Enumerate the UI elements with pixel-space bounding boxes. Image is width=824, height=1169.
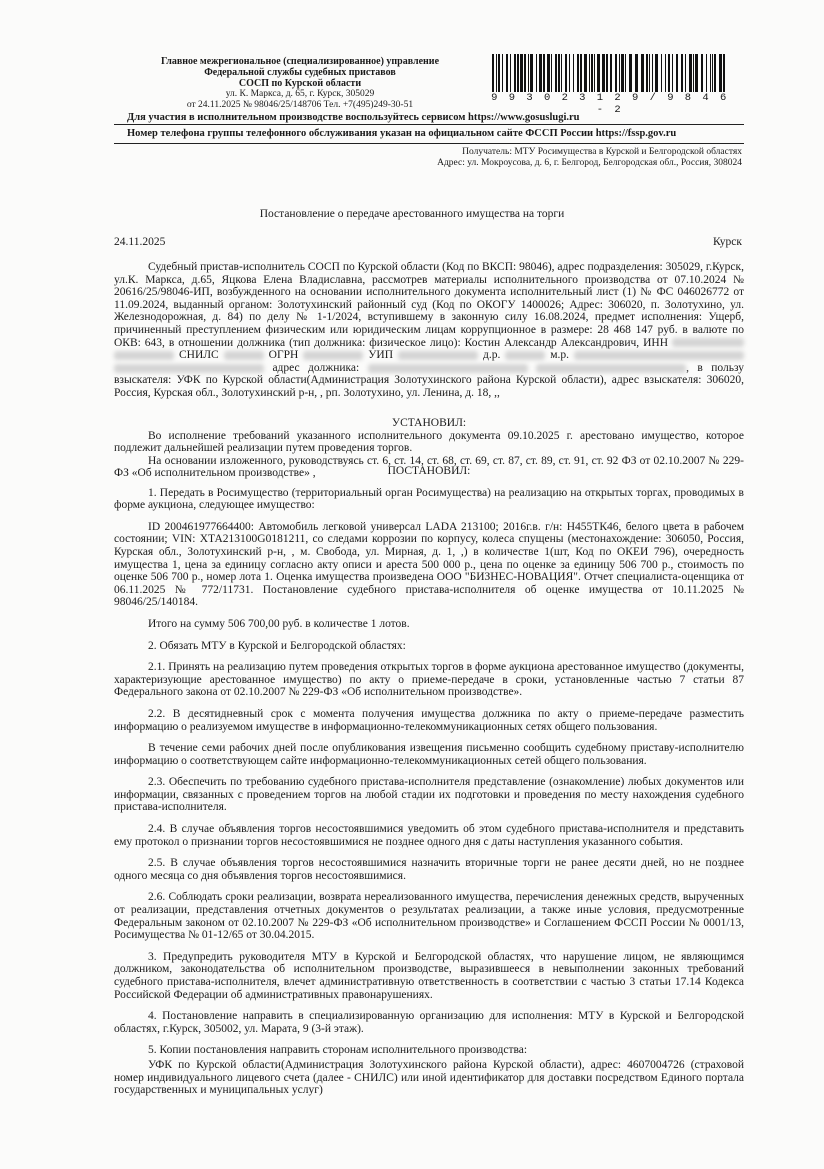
barcode-bar (594, 54, 595, 92)
document-date: 24.11.2025 (114, 236, 166, 248)
header-divider (114, 124, 744, 125)
paragraph: 2.6. Соблюдать сроки реализации, возврата нереализованного имущества, перечисления денежных средств, вырученных от реализации, представления отчетных документов о результатах реализации, а также иные условия, предусмотренные Федеральным законом от 02.10.2007 № 229-ФЗ «Об исполнительном производстве» и Соглашением ФССП России № 0001/13, Росимущества № 01-12/65 от 30.04.2015. (114, 891, 744, 942)
barcode-bar (577, 54, 579, 92)
paragraph: 5. Копии постановления направить сторонам исполнительного производства: (148, 1044, 528, 1057)
barcode-bar (517, 54, 519, 92)
barcode-bar (676, 54, 678, 92)
barcode-bar (712, 54, 713, 92)
section-heading: ПОСТАНОВИЛ: (387, 465, 471, 477)
redacted-text (368, 364, 528, 373)
barcode-bar (672, 54, 673, 92)
intro-section (114, 261, 744, 400)
issuer-org-line3: СОСП по Курской области (238, 78, 362, 89)
paragraph: 1. Передать в Росимущество (территориальный орган Росимущества) на реализацию на открытых торгах, проводимых в форме аукциона, следующее имущество: (114, 486, 744, 512)
gosuslugi-line: Для участия в исполнительном производстве воспользуйтесь сервисом https://www.gosuslugi.ru (127, 112, 580, 123)
paragraph: 3. Предупредить руководителя МТУ в Курской и Белгородской областях, что нарушение лицом, не являющимся должником, законодательства об исполнительном производстве, выразившееся в невыполнении законных требований судебного пристава-исполнителя, влечет административную ответственность в соответствии с частью 3 статьи 17.14 Кодекса Российской Федерации об административных правонарушениях. (114, 950, 744, 1001)
barcode-bar (635, 54, 638, 92)
barcode-bar (502, 54, 503, 92)
redacted-text (536, 364, 686, 373)
property-item: ID 200461977664400: Автомобиль легковой универсал LADA 213100; 2016г.в. г/н: Н455ТК46, белого цвета в рабочем состоянии; VIN: ХТА213100G0181211, со следами коррозии по корпусу, колеса спущены (местонахождение: 306050, Россия, Курская обл., Золотухинский р-н, , м. Свобода, ул. Мирная, д. 1, ,) в количестве 1(шт, Код по ОКЕИ 796), очередность имущества 1, цена за единицу согласно акту описи и ареста 500 000 р., цена по оценке за единицу 506 700 р., стоимость по оценке 506 700 р., номер лота 1. Оценка имущества произведена ООО "БИЗНЕС-НОВАЦИЯ". Отчет специалиста-оценщика от 06.11.2025 № 772/11731. Постановление судебного пристава-исполнителя об оценке имущества от 10.11.2025 № 98046/25/140184. (114, 520, 744, 609)
barcode-bar (589, 54, 590, 92)
redacted-text (303, 351, 363, 360)
barcode-bar (536, 54, 537, 92)
postanovil-section (114, 465, 744, 1097)
document-city: Курск (713, 236, 742, 248)
barcode-bar (646, 54, 648, 92)
barcode-bar (528, 54, 529, 92)
paragraph: В течение семи рабочих дней после опубликования извещения письменно сообщить судебному приставу-исполнителю информацию о соответствующем сайте информационно-телекоммуникационных сетей общего пользования. (114, 742, 744, 767)
barcode-bar (530, 54, 533, 92)
paragraph: 2.3. Обеспечить по требованию судебного пристава-исполнителя представление (ознакомление) любых документов или информации, связанных с проведением торгов на любой стадии их подготовки и проведения по месту нахождения судебного пристава-исполнителя. (114, 776, 744, 814)
barcode-bar (543, 54, 545, 92)
barcode-bar (496, 54, 497, 92)
paragraph: 2.5. В случае объявления торгов несостоявшимися назначить вторичные торги не ранее десяти дней, но не позднее одного месяца со дня объявления торгов несостоявшимися. (114, 857, 744, 882)
barcode-bar (649, 54, 650, 92)
barcode-bar (685, 54, 686, 92)
barcode (490, 54, 730, 92)
barcode-bar (520, 54, 523, 92)
barcode-bar (514, 54, 516, 92)
paragraph: 2.1. Принять на реализацию путем проведения открытых торгов в форме аукциона арестованное имущество (документы, характеризующие арестованное имущество) по акту о приеме-передаче в сроки, установленные частью 7 статьи 87 Федерального закона от 02.10.2007 № 229-ФЗ «Об исполнительном производстве». (114, 661, 744, 699)
barcode-bar (565, 54, 567, 92)
redacted-text (574, 351, 744, 360)
section-heading: УСТАНОВИЛ: (391, 417, 467, 429)
barcode-bar (510, 54, 511, 92)
barcode-bar (681, 54, 683, 92)
barcode-bar (625, 54, 626, 92)
barcode-bar (619, 54, 620, 92)
paragraph: 4. Постановление направить в специализированную организацию для исполнения: МТУ в Курской и Белгородской областях, г.Курск, 305002, ул. Марата, 9 (3-й этаж). (114, 1010, 744, 1035)
barcode-bar (584, 54, 587, 92)
paragraph: На основании изложенного, руководствуясь ст. 6, ст. 14, ст. 68, ст. 69, ст. 87, ст. 89, ст. 91, ст. 92 ФЗ от 02.10.2007 № 229-ФЗ «Об исполнительном производстве» , (114, 454, 744, 480)
barcode-number: 9 9 3 0 2 3 1 2 9 / 9 8 4 6 - 2 (491, 92, 729, 116)
redacted-text (505, 351, 545, 360)
paragraph: 2.2. В десятидневный срок с момента получения имущества должника по акту о приеме-передаче разместить информацию о реализуемом имуществе в информационно-телекоммуникационных сетях общего пользования. (114, 707, 744, 733)
barcode-bar (695, 54, 698, 92)
issuer-address: ул. К. Маркса, д. 65, г. Курск, 305029 (225, 89, 375, 99)
issuer-org-line1: Главное межрегиональное (специализированное) управление (160, 56, 440, 67)
barcode-bar (569, 54, 570, 92)
barcode-bar (693, 54, 694, 92)
barcode-bar (506, 54, 508, 92)
barcode-bar (629, 54, 632, 92)
paragraph: 2. Обязать МТУ в Курской и Белгородской областях: (148, 639, 406, 652)
barcode-bar (610, 54, 612, 92)
barcode-bar (689, 54, 692, 92)
barcode-bar (551, 54, 552, 92)
redacted-text (114, 364, 264, 373)
barcode-bar (597, 54, 600, 92)
barcode-bar (558, 54, 560, 92)
recipient-address: Адрес: ул. Мокроусова, д. 6, г. Белгород, Белгородская обл., Россия, 308024 (437, 158, 742, 168)
barcode-bar (668, 54, 670, 92)
barcode-bar (492, 54, 494, 92)
header-divider (114, 143, 744, 144)
barcode-bar (561, 54, 562, 92)
barcode-bar (706, 54, 707, 92)
recipient-block (437, 147, 742, 169)
barcode-bar (547, 54, 550, 92)
paragraph: УФК по Курской области(Администрация Золотухинского района Курской области), адрес: 4607004726 (страховой номер индивидуального лицевого счета (далее - СНИЛС) или иной идентификатор для доставки посредством Единого портала государственных и муниципальных услуг) (114, 1058, 744, 1097)
intro-paragraph: Судебный пристав-исполнитель СОСП по Курской области (Код по ВКСП: 98046), адрес подразделения: 305029, г.Курск, ул.К. Маркса, д.65, Яцкова Елена Владиславна, рассмотрев материалы исполнительного производства от 07.10.2024 № 20616/25/98046-ИП, возбужденного на основании исполнительного документа исполнительный лист (1) № ФС 046026772 от 11.09.2024, выданный органом: Золотухинский районный суд (Код по ОКОГУ 1400026; Адрес: 306020, п. Золотухино, ул. Железнодорожная, д. 84) по делу № 1-1/2024, вступившему в законную силу 16.08.2024, предмет исполнения: Ущерб, причиненный преступлением физическим или юридическим лицам коррупционное в размере: 28 468 147 руб. в валюте по ОКВ: 643, в отношении должника (тип должника: физическое лицо): Костин Александр Александрович, ИНН СНИЛС ОГРН УИП д.р. м.р. адрес должника: , в пользу взыскателя: УФК по Курской области(Администрация Золотухинского района Курской области), адрес взыскателя: 306020, Россия, Курская обл., Золотухинский р-н, , рп. Золотухино, ул. Ленина, д. 18, ,, (114, 261, 745, 399)
barcode-bar (641, 54, 644, 92)
phone-line: Номер телефона группы телефонного обслуживания указан на официальном сайте ФССП России https://fssp.gov.ru (127, 128, 677, 139)
barcode-bar (539, 54, 542, 92)
barcode-bar (498, 54, 500, 92)
barcode-bar (615, 54, 617, 92)
redacted-text (224, 351, 264, 360)
barcode-bar (602, 54, 605, 92)
barcode-bar (665, 54, 666, 92)
redacted-text (114, 351, 174, 360)
barcode-bar (573, 54, 574, 92)
issuer-org-line2: Федеральной службы судебных приставов (204, 67, 396, 78)
barcode-bar (710, 54, 711, 92)
issuer-header (120, 56, 480, 111)
barcode-bar (723, 54, 725, 92)
barcode-bar (580, 54, 582, 92)
paragraph: 2.4. В случае объявления торгов несостоявшимися уведомить об этом судебного пристава-исполнителя и представить ему протокол о признании торгов несостоявшимися не позднее одного дня с даты наступления указанного события. (114, 823, 744, 848)
barcode-bar (719, 54, 722, 92)
barcode-bar (701, 54, 703, 92)
issuer-reg-line: от 24.11.2025 № 98046/25/148706 Тел. +7(495)249-30-51 (186, 100, 414, 110)
barcode-bar (591, 54, 593, 92)
barcode-bar (555, 54, 557, 92)
barcode-bar (714, 54, 716, 92)
barcode-bar (606, 54, 608, 92)
barcode-bar (661, 54, 662, 92)
recipient-line: Получатель: МТУ Росимущества в Курской и Белгородской областях (462, 147, 742, 157)
barcode-bar (655, 54, 658, 92)
barcode-bar (524, 54, 526, 92)
barcode-bar (652, 54, 653, 92)
total-amount: Итого на сумму 506 700,00 руб. в количестве 1 лотов. (148, 617, 410, 630)
document-title: Постановление о передаче арестованного имущества на торги (259, 208, 565, 220)
paragraph: Во исполнение требований указанного исполнительного документа 09.10.2025 г. арестовано имущество, которое подлежит дальнейшей реализации путем проведения торгов. (114, 429, 744, 455)
redacted-text (672, 338, 744, 347)
redacted-text (398, 351, 478, 360)
barcode-bar (621, 54, 624, 92)
